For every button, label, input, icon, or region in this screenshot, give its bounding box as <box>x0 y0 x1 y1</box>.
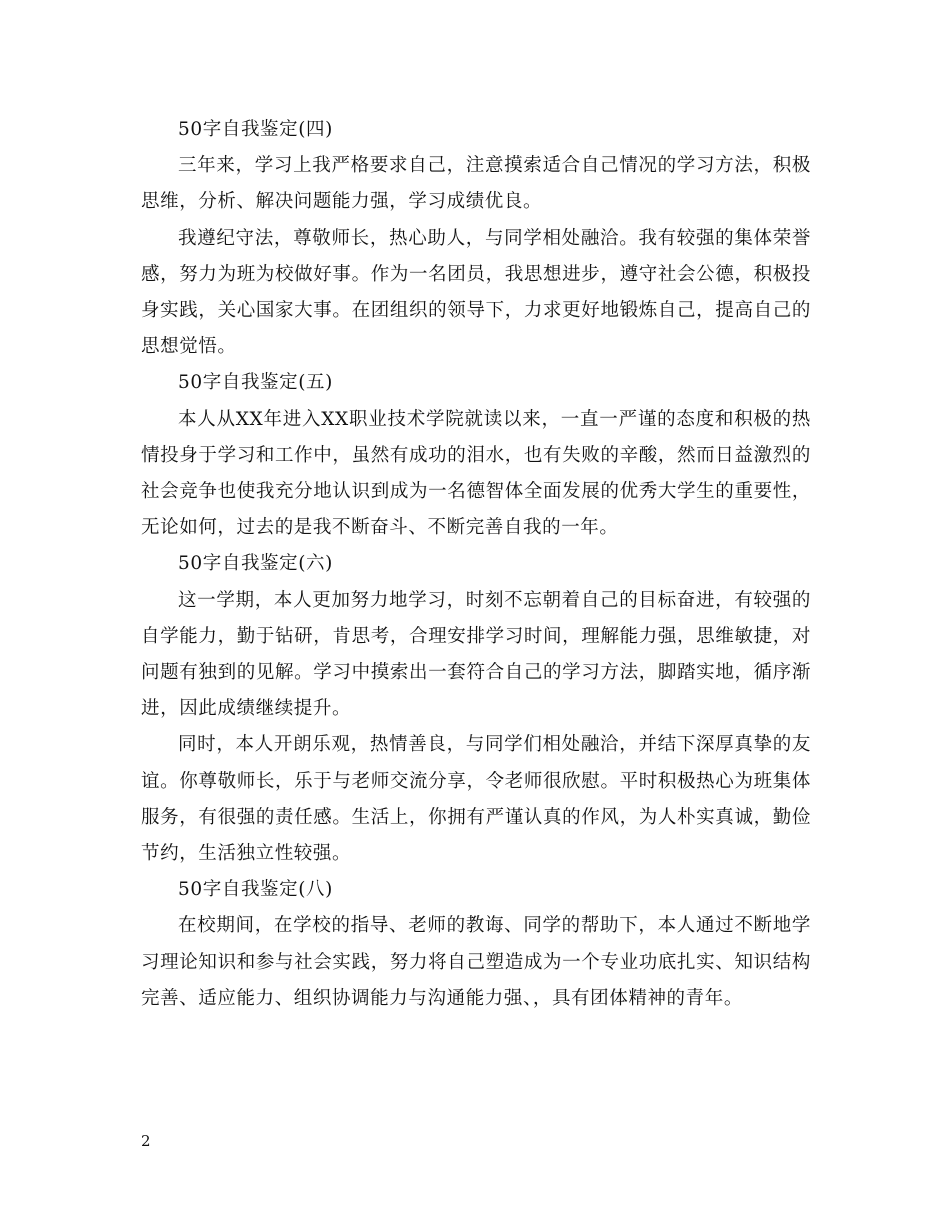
section-heading-6: 50字自我鉴定(六) <box>178 553 333 575</box>
section-heading-8: 50字自我鉴定(八) <box>178 879 333 901</box>
page-number: 2 <box>141 1132 151 1150</box>
paragraph: 本人从XX年进入XX职业技术学院就读以来，一直一严谨的态度和积极的热情投身于学习和工作中，虽然有成功的泪水，也有失败的辛酸，然而日益激烈的社会竞争也使我充分地认识到成为一名德智体全面发展的优秀大学生的重要性，无论如何，过去的是我不断奋斗、不断完善自我的一年。 <box>141 408 811 539</box>
section-heading-4: 50字自我鉴定(四) <box>178 119 333 140</box>
paragraph: 在校期间，在学校的指导、老师的教诲、同学的帮助下，本人通过不断地学习理论知识和参与社会实践，努力将自己塑造成为一个专业功底扎实、知识结构完善、适应能力、组织协调能力与沟通能力强、，具有团体精神的青年。 <box>141 915 811 1009</box>
paragraph: 我遵纪守法，尊敬师长，热心助人，与同学相处融洽。我有较强的集体荣誉感，努力为班为校做好事。作为一名团员，我思想进步，遵守社会公德，积极投身实践，关心国家大事。在团组织的领导下，力求更好地锻炼自己，提高自己的思想觉悟。 <box>141 227 811 358</box>
paragraph: 这一学期，本人更加努力地学习，时刻不忘朝着自己的目标奋进，有较强的自学能力，勤于钻研，肯思考，合理安排学习时间，理解能力强，思维敏捷，对问题有独到的见解。学习中摸索出一套符合自己的学习方法，脚踏实地，循序渐进，因此成绩继续提升。 <box>141 589 811 720</box>
document-body <box>141 112 811 1017</box>
paragraph: 同时，本人开朗乐观，热情善良，与同学们相处融洽，并结下深厚真挚的友谊。你尊敬师长，乐于与老师交流分享，令老师很欣慰。平时积极热心为班集体服务，有很强的责任感。生活上，你拥有严谨认真的作风，为人朴实真诚，勤俭节约，生活独立性较强。 <box>141 734 811 865</box>
paragraph: 三年来，学习上我严格要求自己，注意摸索适合自己情况的学习方法，积极思维，分析、解决问题能力强，学习成绩优良。 <box>141 155 811 213</box>
section-heading-5: 50字自我鉴定(五) <box>178 372 333 394</box>
